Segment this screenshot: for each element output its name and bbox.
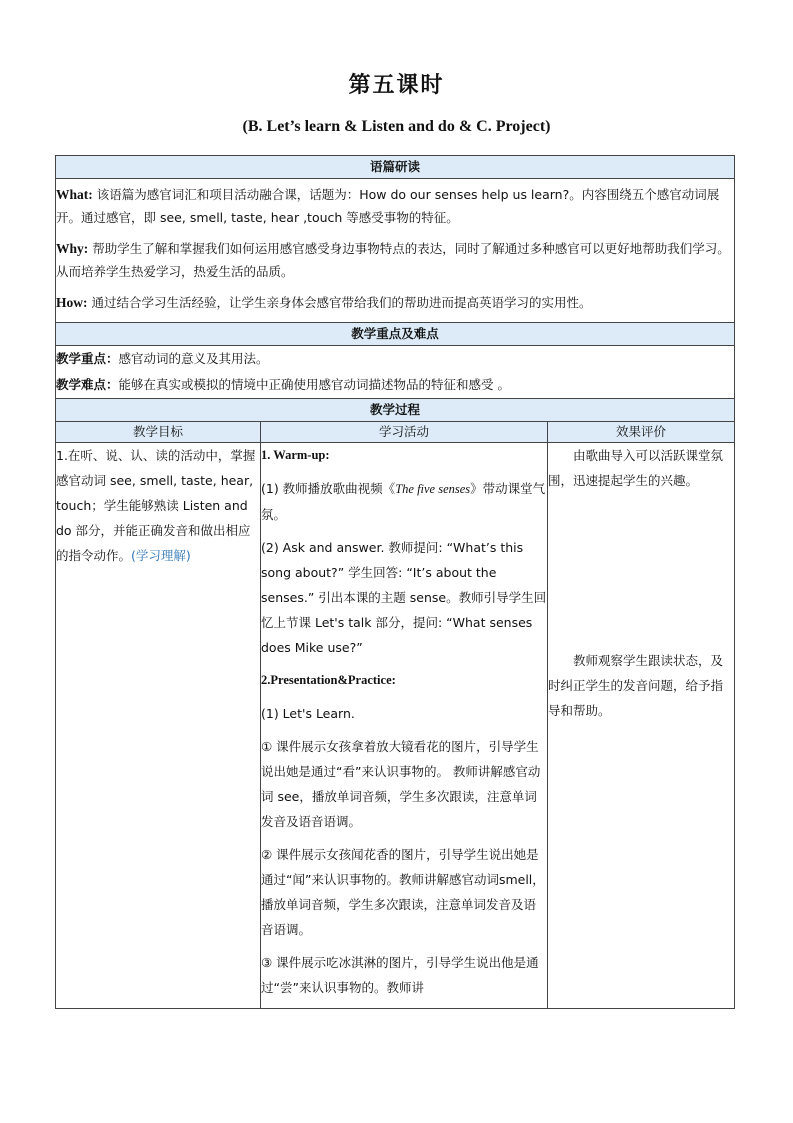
why-text: 帮助学生了解和掌握我们如何运用感官感受身边事物特点的表达，同时了解通过多种感官可以更好地帮助我们学习。从而培养学生热爱学习，热爱生活的品质。: [56, 241, 730, 279]
how-paragraph: [56, 291, 734, 314]
goal-text: 1.在听、说、认、读的活动中，掌握感官动词 see, smell, taste, hear, touch；学生能够熟读 Listen and do 部分，并能正确发音和做出相应的指令动作。: [56, 448, 256, 563]
evaluation-warmup: 由歌曲导入可以活跃课堂氛围，迅速提起学生的兴趣。: [548, 448, 724, 488]
what-paragraph: [56, 183, 734, 229]
activities-cell: [261, 443, 548, 1009]
page-subtitle: (B. Let’s learn & Listen and do & C. Project): [242, 118, 551, 135]
song-title: The five senses: [395, 482, 471, 496]
warmup-step-2: (2) Ask and answer. 教师提问: “What’s this song about?” 学生回答: “It’s about the senses.” 引出本课的主题 sense。教师引导学生回忆上节课 Let's talk 部分，提问: “What senses does Mike use?”: [261, 540, 547, 655]
warmup-step-1: (1) 教师播放歌曲视频《The five senses》带动课堂气氛。: [261, 481, 546, 522]
key-points-content: [56, 346, 735, 399]
how-label: How:: [56, 295, 88, 310]
difficulty-line: [56, 372, 734, 398]
learn-step-see: ① 课件展示女孩拿着放大镜看花的图片，引导学生说出她是通过“看”来认识事物的。 教师讲解感官动词 see，播放单词音频，学生多次跟读，注意单词发音及语音语调。: [261, 739, 541, 829]
goal-paragraph: [56, 443, 260, 568]
section-heading-process: 教学过程: [56, 399, 735, 422]
learn-step-smell: ② 课件展示女孩闻花香的图片，引导学生说出她是通过“闻”来认识事物的。教师讲解感官动词smell，播放单词音频，学生多次跟读，注意单词发音及语音语调。: [261, 847, 545, 937]
what-text: 该语篇为感官词汇和项目活动融合课，话题为：How do our senses help us learn?。内容围绕五个感官动词展开。通过感官，即 see, smell, taste, hear ,touch 等感受事物的特征。: [56, 187, 720, 225]
goal-tag: (学习理解): [131, 548, 191, 563]
section-heading-text-study: 语篇研读: [56, 156, 735, 179]
section-heading-key-points: 教学重点及难点: [56, 323, 735, 346]
difficulty-label: 教学难点：: [56, 377, 119, 392]
how-text: 通过结合学习生活经验，让学生亲身体会感官带给我们的帮助进而提高英语学习的实用性。: [91, 295, 592, 310]
key-point-label: 教学重点：: [56, 351, 119, 366]
warmup-title: 1. Warm-up:: [261, 448, 330, 462]
what-label: What:: [56, 187, 93, 202]
column-header-evaluation: 效果评价: [548, 422, 735, 443]
evaluation-practice: 教师观察学生跟读状态，及时纠正学生的发音问题，给予指导和帮助。: [548, 653, 724, 718]
evaluation-cell: [548, 443, 735, 1009]
why-paragraph: [56, 237, 734, 283]
presentation-step-1: (1) Let's Learn.: [261, 706, 355, 721]
difficulty-text: 能够在真实或模拟的情境中正确使用感官动词描述物品的特征和感受 。: [118, 377, 510, 392]
goals-cell: [56, 443, 261, 1009]
key-point-line: [56, 346, 734, 372]
page-title: 第五课时: [348, 73, 445, 98]
presentation-title: 2.Presentation&Practice:: [261, 673, 396, 687]
learn-step-taste: ③ 课件展示吃冰淇淋的图片，引导学生说出他是通过“尝”来认识事物的。教师讲: [261, 955, 539, 995]
lesson-plan-table: [55, 155, 735, 1009]
text-study-content: [56, 179, 735, 323]
column-header-goals: 教学目标: [56, 422, 261, 443]
column-header-activities: 学习活动: [261, 422, 548, 443]
why-label: Why:: [56, 241, 89, 256]
key-point-text: 感官动词的意义及其用法。: [118, 351, 269, 366]
